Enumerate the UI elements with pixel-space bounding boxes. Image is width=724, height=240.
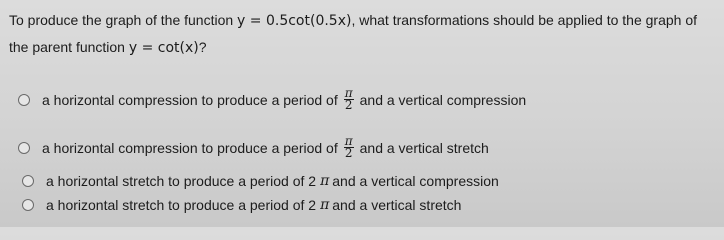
option-4[interactable]: [22, 197, 461, 213]
pi-symbol: π: [320, 197, 330, 213]
fraction: [344, 88, 354, 111]
radio-button[interactable]: [22, 199, 34, 211]
option-text-end: and a vertical compression: [332, 173, 499, 189]
pi-symbol: π: [320, 173, 330, 189]
fraction: [344, 136, 354, 159]
option-1[interactable]: [18, 88, 526, 111]
radio-button[interactable]: [22, 175, 34, 187]
question-intro: To produce the graph of the function: [9, 12, 238, 28]
option-3[interactable]: [22, 173, 499, 189]
option-text-end: and a vertical stretch: [359, 139, 489, 156]
option-text-end: and a vertical compression: [359, 91, 527, 108]
question-middle: , what transformations should be applied to the graph of the parent function: [9, 12, 698, 55]
option-text: a horizontal stretch to produce a period of 2: [46, 173, 317, 189]
option-text-end: and a vertical stretch: [332, 197, 462, 213]
fraction-denominator: 2: [344, 98, 353, 112]
radio-button[interactable]: [18, 94, 30, 106]
parent-function-expression: y = cot(x): [128, 40, 199, 56]
option-text: a horizontal compression to produce a period of: [42, 139, 338, 156]
fraction-numerator: π: [344, 86, 353, 100]
function-expression: y = 0.5cot(0.5x): [237, 13, 352, 29]
question-end: ?: [198, 39, 207, 55]
option-text: a horizontal stretch to produce a period of 2: [46, 197, 317, 213]
fraction-denominator: 2: [344, 146, 353, 160]
fraction-numerator: π: [344, 134, 353, 148]
option-2[interactable]: [18, 136, 489, 159]
radio-button[interactable]: [18, 142, 30, 154]
option-text: a horizontal compression to produce a period of: [42, 91, 338, 108]
